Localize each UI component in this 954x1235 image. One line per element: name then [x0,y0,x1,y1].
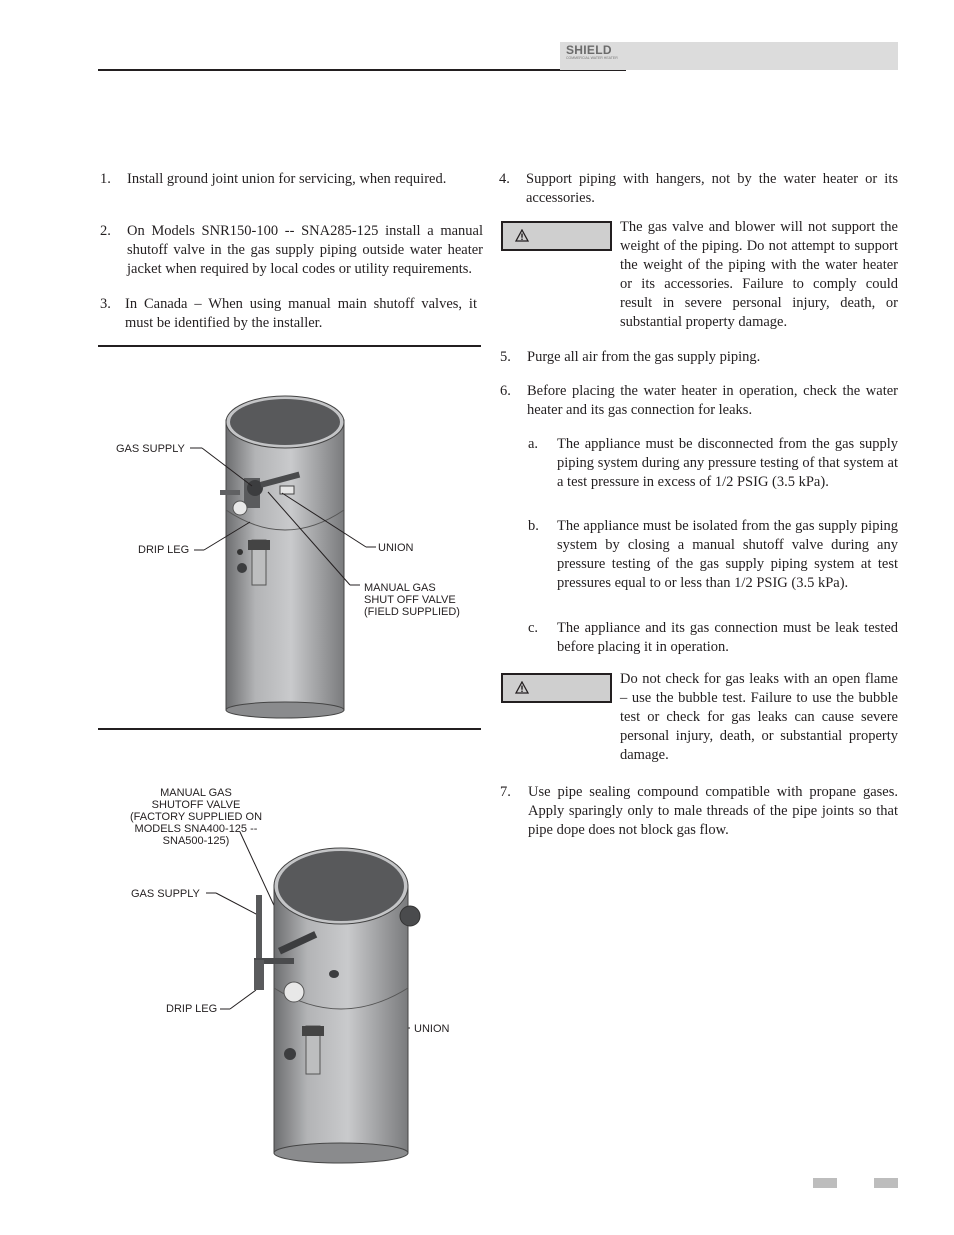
fig2-union-label: UNION [414,1023,450,1035]
figure-2-top-rule [98,728,481,730]
logo-text: SHIELD [566,43,612,57]
item-5-number: 5. [500,349,511,365]
subitem-b-letter: b. [528,518,539,534]
water-heater-figure-2 [250,840,425,1170]
subitem-c-text: The appliance and its gas connection must be leak tested before placing it in operation. [557,620,898,655]
fig2-manual-valve-line-1: MANUAL GAS [160,787,232,799]
warning-triangle-icon [515,681,529,694]
item-7-text: Use pipe sealing compound compatible with propane gases. Apply sparingly only to male threads of the pipe joints so that pipe dope does not block gas flow. [528,784,898,838]
figure-1-top-rule [98,345,481,347]
item-5-text: Purge all air from the gas supply piping. [527,349,761,365]
item-4-text: Support piping with hangers, not by the water heater or its accessories. [526,171,898,206]
header-rule [98,69,626,71]
warning-2-text: Do not check for gas leaks with an open flame – use the bubble test. Failure to use the bubble test or check for gas leaks can cause severe personal injury, death, or substantial property damage. [620,671,898,763]
warning-1-text: The gas valve and blower will not support the weight of the piping. Do not attempt to support the weight of the piping with the water heater or its accessories. Failure to comply could result in severe personal injury, death, or substantial property damage. [620,219,898,330]
fig1-gas-supply-label: GAS SUPPLY [116,443,185,455]
item-2-number: 2. [100,223,111,239]
item-4-number: 4. [499,171,510,187]
item-3-number: 3. [100,296,111,312]
item-6-text: Before placing the water heater in operation, check the water heater and its gas connection for leaks. [527,383,898,418]
footer-box-left [813,1178,837,1188]
warning-triangle-icon [515,229,529,242]
item-6-number: 6. [500,383,511,399]
warning-box-2 [501,673,612,703]
item-7-number: 7. [500,784,511,800]
subitem-a-text: The appliance must be disconnected from the gas supply piping system during any pressure testing of that system at a test pressure in excess of 1/2 PSIG (3.5 kPa). [557,436,898,490]
item-1-number: 1. [100,171,111,187]
item-1-text: Install ground joint union for servicing, when required. [127,171,447,187]
fig1-manual-valve-line-1: MANUAL GAS [364,582,436,594]
warning-box-1 [501,221,612,251]
fig1-manual-valve-line-3: (FIELD SUPPLIED) [364,606,460,618]
logo-subtext: COMMERCIAL WATER HEATER [566,56,618,60]
fig2-gas-supply-label: GAS SUPPLY [131,888,200,900]
fig1-union-label: UNION [378,542,414,554]
shield-logo [566,44,630,68]
fig2-manual-valve-line-4: MODELS SNA400-125 -- [134,823,258,835]
fig1-manual-valve-line-2: SHUT OFF VALVE [364,594,456,606]
fig2-drip-leg-label: DRIP LEG [166,1003,218,1015]
fig2-manual-valve-label [128,787,264,847]
fig2-manual-valve-line-5: SNA500-125) [162,835,230,847]
water-heater-figure-1 [220,390,350,720]
fig1-manual-valve-label [364,582,460,618]
fig1-drip-leg-label: DRIP LEG [138,544,190,556]
item-2-text: On Models SNR150-100 -- SNA285-125 install a manual shutoff valve in the gas supply piping outside water heater jacket when required by local codes or utility requirements. [127,223,483,277]
fig2-manual-valve-line-2: SHUTOFF VALVE [151,799,241,811]
footer-box-right [874,1178,898,1188]
item-3-text: In Canada – When using manual main shutoff valves, it must be identified by the installer. [125,296,477,331]
subitem-b-text: The appliance must be isolated from the gas supply piping system by closing a manual shutoff valve during any pressure testing of the gas supply piping system at test pressures equal to or less than 1/2 PSIG (3.5 kPa). [557,518,898,591]
subitem-c-letter: c. [528,620,539,636]
fig2-manual-valve-line-3: (FACTORY SUPPLIED ON [129,811,263,823]
subitem-a-letter: a. [528,436,539,452]
